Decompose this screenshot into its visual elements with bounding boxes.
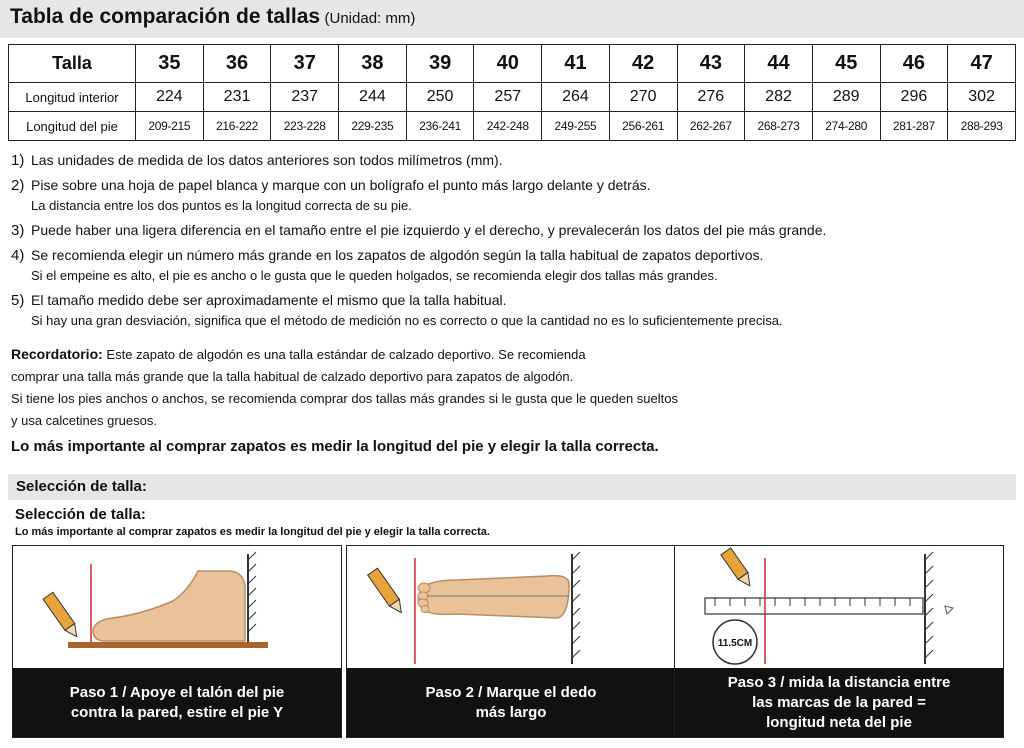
- selection-title: Selección de talla:: [15, 506, 146, 523]
- important-note: Lo más importante al comprar zapatos es medir la longitud del pie y elegir la talla correcta.: [11, 438, 659, 455]
- size-cell: 37: [271, 45, 339, 83]
- note-1: [11, 150, 1016, 171]
- foot-length-cell: 274-280: [812, 112, 880, 141]
- foot-length-cell: 268-273: [745, 112, 813, 141]
- size-cell: 40: [474, 45, 542, 83]
- inner-length-cell: 289: [812, 83, 880, 112]
- size-cell: 42: [609, 45, 677, 83]
- size-cell: 47: [948, 45, 1016, 83]
- note-text: El tamaño medido debe ser aproximadamente el mismo que la talla habitual.: [31, 292, 507, 308]
- caption-text: Paso 3 / mida la distancia entre: [727, 673, 951, 691]
- note-4: [11, 245, 1016, 286]
- caption-text: contra la pared, estire el pie Y: [70, 703, 284, 721]
- size-cell: 35: [136, 45, 204, 83]
- reminder-text: comprar una talla más grande que la talla habitual de calzado deportivo para zapatos de algodón.: [11, 369, 574, 384]
- inner-length-cell: 250: [406, 83, 474, 112]
- step-3-panel: [674, 545, 1004, 738]
- foot-length-cell: 216-222: [203, 112, 271, 141]
- foot-length-row: [9, 112, 1016, 141]
- note-text: Las unidades de medida de los datos anteriores son todos milímetros (mm).: [31, 152, 503, 168]
- measure-label: 11.5CM: [717, 638, 753, 649]
- inner-length-cell: 270: [609, 83, 677, 112]
- size-row: [9, 45, 1016, 83]
- note-text: Puede haber una ligera diferencia en el tamaño entre el pie izquierdo y el derecho, y prevalecerán los datos del pie más grande.: [31, 222, 827, 238]
- inner-length-cell: 257: [474, 83, 542, 112]
- note-number: 5): [11, 292, 25, 309]
- step-2-caption: [347, 668, 675, 737]
- size-table: [8, 44, 1016, 141]
- foot-length-cell: 236-241: [406, 112, 474, 141]
- size-cell: 44: [745, 45, 813, 83]
- size-cell: 36: [203, 45, 271, 83]
- row-label-inner: Longitud interior: [9, 83, 136, 112]
- row-label-foot: Longitud del pie: [9, 112, 136, 141]
- step-2-panel: [346, 545, 676, 738]
- reminder-block: [11, 343, 771, 432]
- selection-bar: Selección de talla:: [8, 474, 1016, 500]
- inner-length-cell: 231: [203, 83, 271, 112]
- reminder-text: y usa calcetines gruesos.: [11, 413, 157, 428]
- note-number: 4): [11, 247, 25, 264]
- size-cell: 39: [406, 45, 474, 83]
- foot-length-cell: 256-261: [609, 112, 677, 141]
- note-number: 2): [11, 177, 25, 194]
- note-text: Si el empeine es alto, el pie es ancho o le gusta que le queden holgados, se recomienda elegir dos tallas más grandes.: [31, 268, 718, 283]
- caption-text: más largo: [475, 703, 547, 721]
- inner-length-cell: 296: [880, 83, 948, 112]
- reminder-text: Si tiene los pies anchos o anchos, se recomienda comprar dos tallas más grandes si le gusta que le queden sueltos: [11, 391, 678, 406]
- step-1-caption: [13, 668, 341, 737]
- size-cell: 38: [339, 45, 407, 83]
- foot-side-illustration: [13, 546, 342, 676]
- reminder-text: Este zapato de algodón es una talla estándar de calzado deportivo. Se recomienda: [106, 347, 586, 362]
- foot-length-cell: 242-248: [474, 112, 542, 141]
- foot-top-illustration: [347, 546, 676, 676]
- note-5: [11, 290, 1016, 331]
- inner-length-row: [9, 83, 1016, 112]
- foot-length-cell: 209-215: [136, 112, 204, 141]
- inner-length-cell: 237: [271, 83, 339, 112]
- size-cell: 41: [542, 45, 610, 83]
- foot-length-cell: 281-287: [880, 112, 948, 141]
- foot-length-cell: 249-255: [542, 112, 610, 141]
- selection-subtitle: Lo más importante al comprar zapatos es medir la longitud del pie y elegir la talla correcta.: [15, 526, 490, 538]
- caption-text: Paso 1 / Apoye el talón del pie: [69, 683, 285, 701]
- caption-text: Paso 2 / Marque el dedo: [425, 683, 597, 701]
- row-label-size: Talla: [9, 45, 136, 83]
- inner-length-cell: 264: [542, 83, 610, 112]
- notes-list: [11, 150, 1016, 335]
- foot-length-cell: 288-293: [948, 112, 1016, 141]
- foot-length-cell: 262-267: [677, 112, 745, 141]
- ruler-illustration: [675, 546, 1004, 676]
- inner-length-cell: 276: [677, 83, 745, 112]
- note-2: [11, 175, 1016, 216]
- inner-length-cell: 302: [948, 83, 1016, 112]
- unit-label: (Unidad: mm): [324, 10, 416, 27]
- size-cell: 45: [812, 45, 880, 83]
- note-text: Se recomienda elegir un número más grande en los zapatos de algodón según la talla habitual de zapatos deportivos.: [31, 247, 764, 263]
- inner-length-cell: 282: [745, 83, 813, 112]
- caption-text: las marcas de la pared =: [752, 693, 926, 711]
- note-number: 3): [11, 222, 25, 239]
- note-number: 1): [11, 152, 25, 169]
- note-text: Pise sobre una hoja de papel blanca y marque con un bolígrafo el punto más largo delante y detrás.: [31, 177, 651, 193]
- foot-length-cell: 229-235: [339, 112, 407, 141]
- step-1-panel: [12, 545, 342, 738]
- note-text: Si hay una gran desviación, significa que el método de medición no es correcto o que la cantidad no es lo suficientemente precisa.: [31, 313, 783, 328]
- size-cell: 46: [880, 45, 948, 83]
- foot-length-cell: 223-228: [271, 112, 339, 141]
- inner-length-cell: 224: [136, 83, 204, 112]
- size-cell: 43: [677, 45, 745, 83]
- reminder-label: Recordatorio:: [11, 346, 103, 362]
- caption-text: longitud neta del pie: [766, 713, 912, 731]
- note-3: [11, 220, 1016, 241]
- page-title: Tabla de comparación de tallas: [10, 5, 321, 28]
- title-bar: [0, 0, 1024, 38]
- note-text: La distancia entre los dos puntos es la longitud correcta de su pie.: [31, 198, 412, 213]
- step-3-caption: [675, 668, 1003, 737]
- inner-length-cell: 244: [339, 83, 407, 112]
